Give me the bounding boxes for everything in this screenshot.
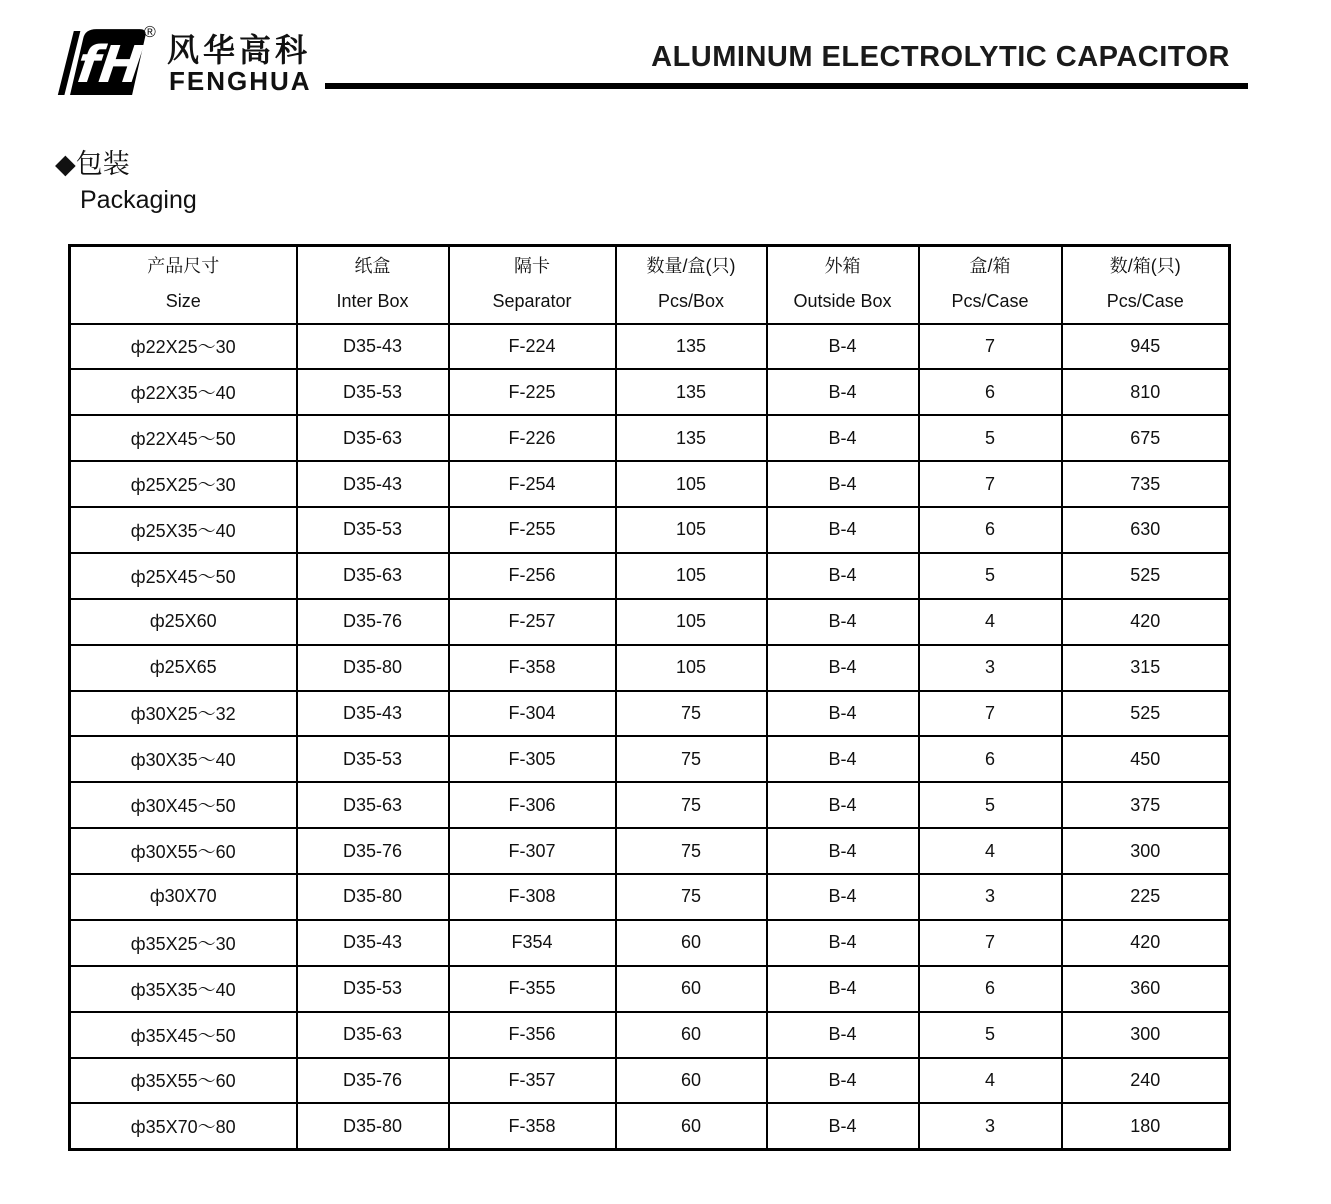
table-cell: D35-43 bbox=[297, 920, 449, 966]
table-cell: B-4 bbox=[767, 599, 919, 645]
table-cell: 6 bbox=[919, 507, 1062, 553]
table-cell: 6 bbox=[919, 736, 1062, 782]
table-cell: D35-76 bbox=[297, 1058, 449, 1104]
table-cell: ф25X25～30 bbox=[70, 461, 297, 507]
table-cell: ф25X35～40 bbox=[70, 507, 297, 553]
table-cell: 6 bbox=[919, 369, 1062, 415]
table-cell: D35-53 bbox=[297, 736, 449, 782]
column-header-size bbox=[70, 246, 297, 324]
table-cell: 300 bbox=[1062, 1012, 1230, 1058]
table-cell: F-308 bbox=[449, 874, 616, 920]
section-title-en: Packaging bbox=[80, 186, 197, 214]
table-cell: 240 bbox=[1062, 1058, 1230, 1104]
table-cell: F-358 bbox=[449, 1103, 616, 1149]
table-cell: F-256 bbox=[449, 553, 616, 599]
table-cell: B-4 bbox=[767, 507, 919, 553]
table-cell: F-255 bbox=[449, 507, 616, 553]
column-header-outside-box bbox=[767, 246, 919, 324]
table-row bbox=[70, 369, 1230, 415]
table-cell: ф30X45～50 bbox=[70, 782, 297, 828]
table-cell: 3 bbox=[919, 1103, 1062, 1149]
table-row bbox=[70, 736, 1230, 782]
table-cell: ф35X45～50 bbox=[70, 1012, 297, 1058]
column-header-en: Pcs/Case bbox=[1106, 291, 1184, 312]
table-cell: 360 bbox=[1062, 966, 1230, 1012]
table-cell: D35-63 bbox=[297, 415, 449, 461]
table-cell: F-358 bbox=[449, 645, 616, 691]
table-cell: ф25X65 bbox=[70, 645, 297, 691]
table-cell: 105 bbox=[616, 461, 767, 507]
table-cell: ф30X55～60 bbox=[70, 828, 297, 874]
table-cell: B-4 bbox=[767, 1058, 919, 1104]
table-cell: B-4 bbox=[767, 1012, 919, 1058]
table-cell: 7 bbox=[919, 691, 1062, 737]
table-header-row bbox=[70, 246, 1230, 324]
table-cell: F-304 bbox=[449, 691, 616, 737]
table-cell: 7 bbox=[919, 920, 1062, 966]
table-row bbox=[70, 415, 1230, 461]
table-row bbox=[70, 645, 1230, 691]
table-cell: F-226 bbox=[449, 415, 616, 461]
table-row bbox=[70, 1058, 1230, 1104]
table-cell: ф22X25～30 bbox=[70, 324, 297, 370]
table-cell: 135 bbox=[616, 415, 767, 461]
table-cell: ф30X35～40 bbox=[70, 736, 297, 782]
column-header-cn: 隔卡 bbox=[514, 256, 550, 277]
table-cell: F-305 bbox=[449, 736, 616, 782]
table-cell: 675 bbox=[1062, 415, 1230, 461]
table-cell: ф35X35～40 bbox=[70, 966, 297, 1012]
table-cell: D35-80 bbox=[297, 874, 449, 920]
table-cell: 75 bbox=[616, 874, 767, 920]
table-cell: 525 bbox=[1062, 691, 1230, 737]
table-cell: D35-80 bbox=[297, 645, 449, 691]
table-cell: 75 bbox=[616, 828, 767, 874]
table-cell: F-254 bbox=[449, 461, 616, 507]
table-cell: F-225 bbox=[449, 369, 616, 415]
column-header-inter-box bbox=[297, 246, 449, 324]
table-cell: 4 bbox=[919, 828, 1062, 874]
table-cell: ф35X55～60 bbox=[70, 1058, 297, 1104]
table-cell: 420 bbox=[1062, 920, 1230, 966]
column-header-en: Separator bbox=[492, 291, 572, 312]
table-cell: ф25X60 bbox=[70, 599, 297, 645]
column-header-en: Inter Box bbox=[336, 291, 409, 312]
table-cell: B-4 bbox=[767, 1103, 919, 1149]
column-header-cn: 数/箱(只) bbox=[1109, 256, 1181, 277]
table-cell: ф30X70 bbox=[70, 874, 297, 920]
column-header-en: Outside Box bbox=[793, 291, 892, 312]
table-cell: F-307 bbox=[449, 828, 616, 874]
table-row bbox=[70, 553, 1230, 599]
column-header-pcs-box bbox=[616, 246, 767, 324]
table-cell: 630 bbox=[1062, 507, 1230, 553]
table-cell: D35-53 bbox=[297, 966, 449, 1012]
table-cell: 3 bbox=[919, 874, 1062, 920]
table-cell: 135 bbox=[616, 324, 767, 370]
table-cell: B-4 bbox=[767, 369, 919, 415]
table-row bbox=[70, 782, 1230, 828]
table-cell: D35-53 bbox=[297, 507, 449, 553]
table-cell: ф35X70～80 bbox=[70, 1103, 297, 1149]
column-header-en: Pcs/Box bbox=[657, 291, 725, 312]
packaging-table bbox=[68, 244, 1231, 1151]
table-cell: F-357 bbox=[449, 1058, 616, 1104]
table-cell: D35-43 bbox=[297, 461, 449, 507]
fenghua-logo-icon bbox=[55, 24, 149, 102]
table-cell: 450 bbox=[1062, 736, 1230, 782]
table-row bbox=[70, 920, 1230, 966]
table-cell: F-306 bbox=[449, 782, 616, 828]
column-header-en: Pcs/Case bbox=[951, 291, 1029, 312]
table-row bbox=[70, 324, 1230, 370]
table-cell: 60 bbox=[616, 1058, 767, 1104]
table-cell: 6 bbox=[919, 966, 1062, 1012]
table-cell: D35-63 bbox=[297, 553, 449, 599]
table-cell: ф22X45～50 bbox=[70, 415, 297, 461]
table-cell: 60 bbox=[616, 1012, 767, 1058]
table-cell: B-4 bbox=[767, 920, 919, 966]
table-row bbox=[70, 1012, 1230, 1058]
table-cell: B-4 bbox=[767, 966, 919, 1012]
table-cell: 105 bbox=[616, 507, 767, 553]
registered-trademark-icon: ® bbox=[144, 24, 156, 41]
table-cell: 810 bbox=[1062, 369, 1230, 415]
column-header-box-case bbox=[919, 246, 1062, 324]
table-cell: ф25X45～50 bbox=[70, 553, 297, 599]
table-cell: B-4 bbox=[767, 828, 919, 874]
column-header-cn: 产品尺寸 bbox=[147, 256, 220, 277]
table-row bbox=[70, 966, 1230, 1012]
logo-monogram-text: fH bbox=[73, 36, 147, 95]
table-cell: 60 bbox=[616, 920, 767, 966]
table-cell: B-4 bbox=[767, 324, 919, 370]
table-cell: F354 bbox=[449, 920, 616, 966]
table-cell: F-257 bbox=[449, 599, 616, 645]
table-cell: 4 bbox=[919, 599, 1062, 645]
table-cell: 7 bbox=[919, 324, 1062, 370]
table-row bbox=[70, 874, 1230, 920]
table-cell: D35-76 bbox=[297, 828, 449, 874]
table-cell: B-4 bbox=[767, 645, 919, 691]
column-header-pcs-case bbox=[1062, 246, 1230, 324]
table-cell: 735 bbox=[1062, 461, 1230, 507]
table-cell: 75 bbox=[616, 782, 767, 828]
table-cell: F-224 bbox=[449, 324, 616, 370]
column-header-cn: 纸盒 bbox=[354, 256, 391, 277]
table-row bbox=[70, 691, 1230, 737]
table-row bbox=[70, 461, 1230, 507]
table-cell: D35-43 bbox=[297, 324, 449, 370]
brand-name-en: FENGHUA bbox=[169, 66, 312, 96]
table-cell: 5 bbox=[919, 782, 1062, 828]
table-cell: B-4 bbox=[767, 874, 919, 920]
page-title: ALUMINUM ELECTROLYTIC CAPACITOR bbox=[651, 41, 1230, 73]
table-cell: D35-53 bbox=[297, 369, 449, 415]
table-cell: 180 bbox=[1062, 1103, 1230, 1149]
table-row bbox=[70, 828, 1230, 874]
table-cell: 375 bbox=[1062, 782, 1230, 828]
column-header-cn: 盒/箱 bbox=[969, 256, 1011, 277]
table-cell: F-355 bbox=[449, 966, 616, 1012]
table-cell: 105 bbox=[616, 553, 767, 599]
table-body bbox=[70, 324, 1230, 1150]
table-cell: D35-43 bbox=[297, 691, 449, 737]
table-cell: 60 bbox=[616, 1103, 767, 1149]
column-header-separator bbox=[449, 246, 616, 324]
table-row bbox=[70, 1103, 1230, 1149]
table-cell: 7 bbox=[919, 461, 1062, 507]
table-cell: B-4 bbox=[767, 461, 919, 507]
table-cell: D35-63 bbox=[297, 1012, 449, 1058]
table-cell: 105 bbox=[616, 645, 767, 691]
table-cell: 5 bbox=[919, 415, 1062, 461]
table-cell: 60 bbox=[616, 966, 767, 1012]
table-cell: 525 bbox=[1062, 553, 1230, 599]
table-cell: B-4 bbox=[767, 415, 919, 461]
table-cell: 420 bbox=[1062, 599, 1230, 645]
section-title-cn: ◆包装 bbox=[55, 149, 130, 179]
table-row bbox=[70, 599, 1230, 645]
table-cell: 75 bbox=[616, 691, 767, 737]
table-row bbox=[70, 507, 1230, 553]
table-cell: F-356 bbox=[449, 1012, 616, 1058]
table-cell: B-4 bbox=[767, 736, 919, 782]
brand-name-cn: 风华高科 bbox=[167, 32, 312, 68]
column-header-cn: 数量/盒(只) bbox=[646, 256, 736, 277]
table-cell: 3 bbox=[919, 645, 1062, 691]
column-header-en: Size bbox=[165, 291, 201, 312]
table-cell: 75 bbox=[616, 736, 767, 782]
table-cell: ф35X25～30 bbox=[70, 920, 297, 966]
table-cell: D35-80 bbox=[297, 1103, 449, 1149]
column-header-cn: 外箱 bbox=[824, 256, 861, 277]
table-cell: 300 bbox=[1062, 828, 1230, 874]
table-cell: D35-63 bbox=[297, 782, 449, 828]
table-cell: 5 bbox=[919, 1012, 1062, 1058]
table-cell: 315 bbox=[1062, 645, 1230, 691]
table-cell: 5 bbox=[919, 553, 1062, 599]
table-cell: B-4 bbox=[767, 553, 919, 599]
table-cell: ф22X35～40 bbox=[70, 369, 297, 415]
table-cell: 225 bbox=[1062, 874, 1230, 920]
table-cell: B-4 bbox=[767, 782, 919, 828]
table-cell: ф30X25～32 bbox=[70, 691, 297, 737]
table-cell: D35-76 bbox=[297, 599, 449, 645]
table-cell: 945 bbox=[1062, 324, 1230, 370]
table-cell: 4 bbox=[919, 1058, 1062, 1104]
table-cell: 135 bbox=[616, 369, 767, 415]
table-cell: B-4 bbox=[767, 691, 919, 737]
header-divider-line bbox=[325, 83, 1248, 89]
table-cell: 105 bbox=[616, 599, 767, 645]
